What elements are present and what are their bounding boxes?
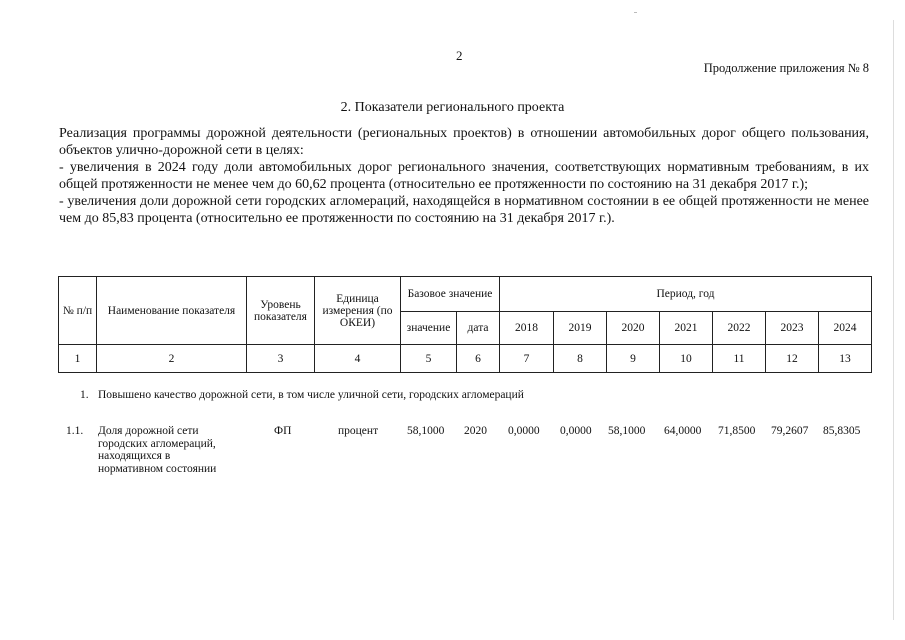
header-year: 2024 bbox=[819, 312, 872, 345]
header-base-value: значение bbox=[401, 312, 457, 345]
column-number: 13 bbox=[819, 345, 872, 373]
scan-speck bbox=[634, 12, 637, 13]
column-number: 11 bbox=[713, 345, 766, 373]
column-number: 10 bbox=[660, 345, 713, 373]
indicator-name: Доля дорожной сети городских агломераций, находящихся в нормативном состоянии bbox=[98, 425, 217, 475]
indicator-level: ФП bbox=[274, 425, 292, 437]
indicator-number: 1.1. bbox=[66, 425, 84, 437]
intro-text bbox=[59, 125, 869, 227]
header-unit: Единица измерения (по ОКЕИ) bbox=[315, 277, 401, 345]
indicator-unit: процент bbox=[338, 425, 379, 437]
header-year: 2020 bbox=[607, 312, 660, 345]
column-number: 4 bbox=[315, 345, 401, 373]
indicator-base-value: 58,1000 bbox=[407, 425, 445, 437]
header-level: Уровень показателя bbox=[247, 277, 315, 345]
intro-paragraph: - увеличения доли дорожной сети городских агломераций, находящейся в нормативном состоянии в ее общей протяженности не менее чем до 85,83 процента (относительно ее протяженности по состоянию на 31 декабря 2017 г.). bbox=[59, 194, 869, 226]
intro-paragraph: Реализация программы дорожной деятельности (региональных проектов) в отношении автомобильных дорог общего пользования, объектов улично-дорожной сети в целях: bbox=[59, 126, 869, 158]
goal-text: Повышено качество дорожной сети, в том числе уличной сети, городских агломераций bbox=[98, 389, 524, 401]
indicator-value-2019: 0,0000 bbox=[560, 425, 592, 437]
indicator-value-2020: 58,1000 bbox=[608, 425, 646, 437]
indicator-base-date: 2020 bbox=[464, 425, 487, 437]
header-base-date: дата bbox=[457, 312, 500, 345]
indicator-value-2023: 79,2607 bbox=[771, 425, 809, 437]
goal-number: 1. bbox=[80, 389, 89, 401]
indicator-value-2018: 0,0000 bbox=[508, 425, 540, 437]
column-number: 2 bbox=[97, 345, 247, 373]
header-num: № п/п bbox=[59, 277, 97, 345]
column-number: 12 bbox=[766, 345, 819, 373]
header-year: 2018 bbox=[500, 312, 554, 345]
header-year: 2022 bbox=[713, 312, 766, 345]
page-number: 2 bbox=[456, 48, 463, 63]
column-number: 9 bbox=[607, 345, 660, 373]
column-number: 3 bbox=[247, 345, 315, 373]
header-year: 2021 bbox=[660, 312, 713, 345]
header-base: Базовое значение bbox=[401, 277, 500, 312]
indicator-value-2021: 64,0000 bbox=[664, 425, 702, 437]
appendix-note: Продолжение приложения № 8 bbox=[703, 61, 869, 75]
header-name: Наименование показателя bbox=[97, 277, 247, 345]
section-title: 2. Показатели регионального проекта bbox=[340, 100, 565, 115]
header-year: 2023 bbox=[766, 312, 819, 345]
header-period: Период, год bbox=[500, 277, 872, 312]
indicator-value-2024: 85,8305 bbox=[823, 425, 861, 437]
column-number: 1 bbox=[59, 345, 97, 373]
column-number: 8 bbox=[554, 345, 607, 373]
indicators-table bbox=[58, 276, 872, 373]
header-year: 2019 bbox=[554, 312, 607, 345]
scan-edge bbox=[893, 20, 894, 620]
indicator-value-2022: 71,8500 bbox=[718, 425, 756, 437]
intro-paragraph: - увеличения в 2024 году доли автомобильных дорог регионального значения, соответствующих нормативным требованиям, в их общей протяженности не менее чем до 60,62 процента (относительно ее протяженности по состоянию на 31 декабря 2017 г.); bbox=[59, 160, 869, 192]
column-number: 6 bbox=[457, 345, 500, 373]
column-number: 5 bbox=[401, 345, 457, 373]
column-number: 7 bbox=[500, 345, 554, 373]
